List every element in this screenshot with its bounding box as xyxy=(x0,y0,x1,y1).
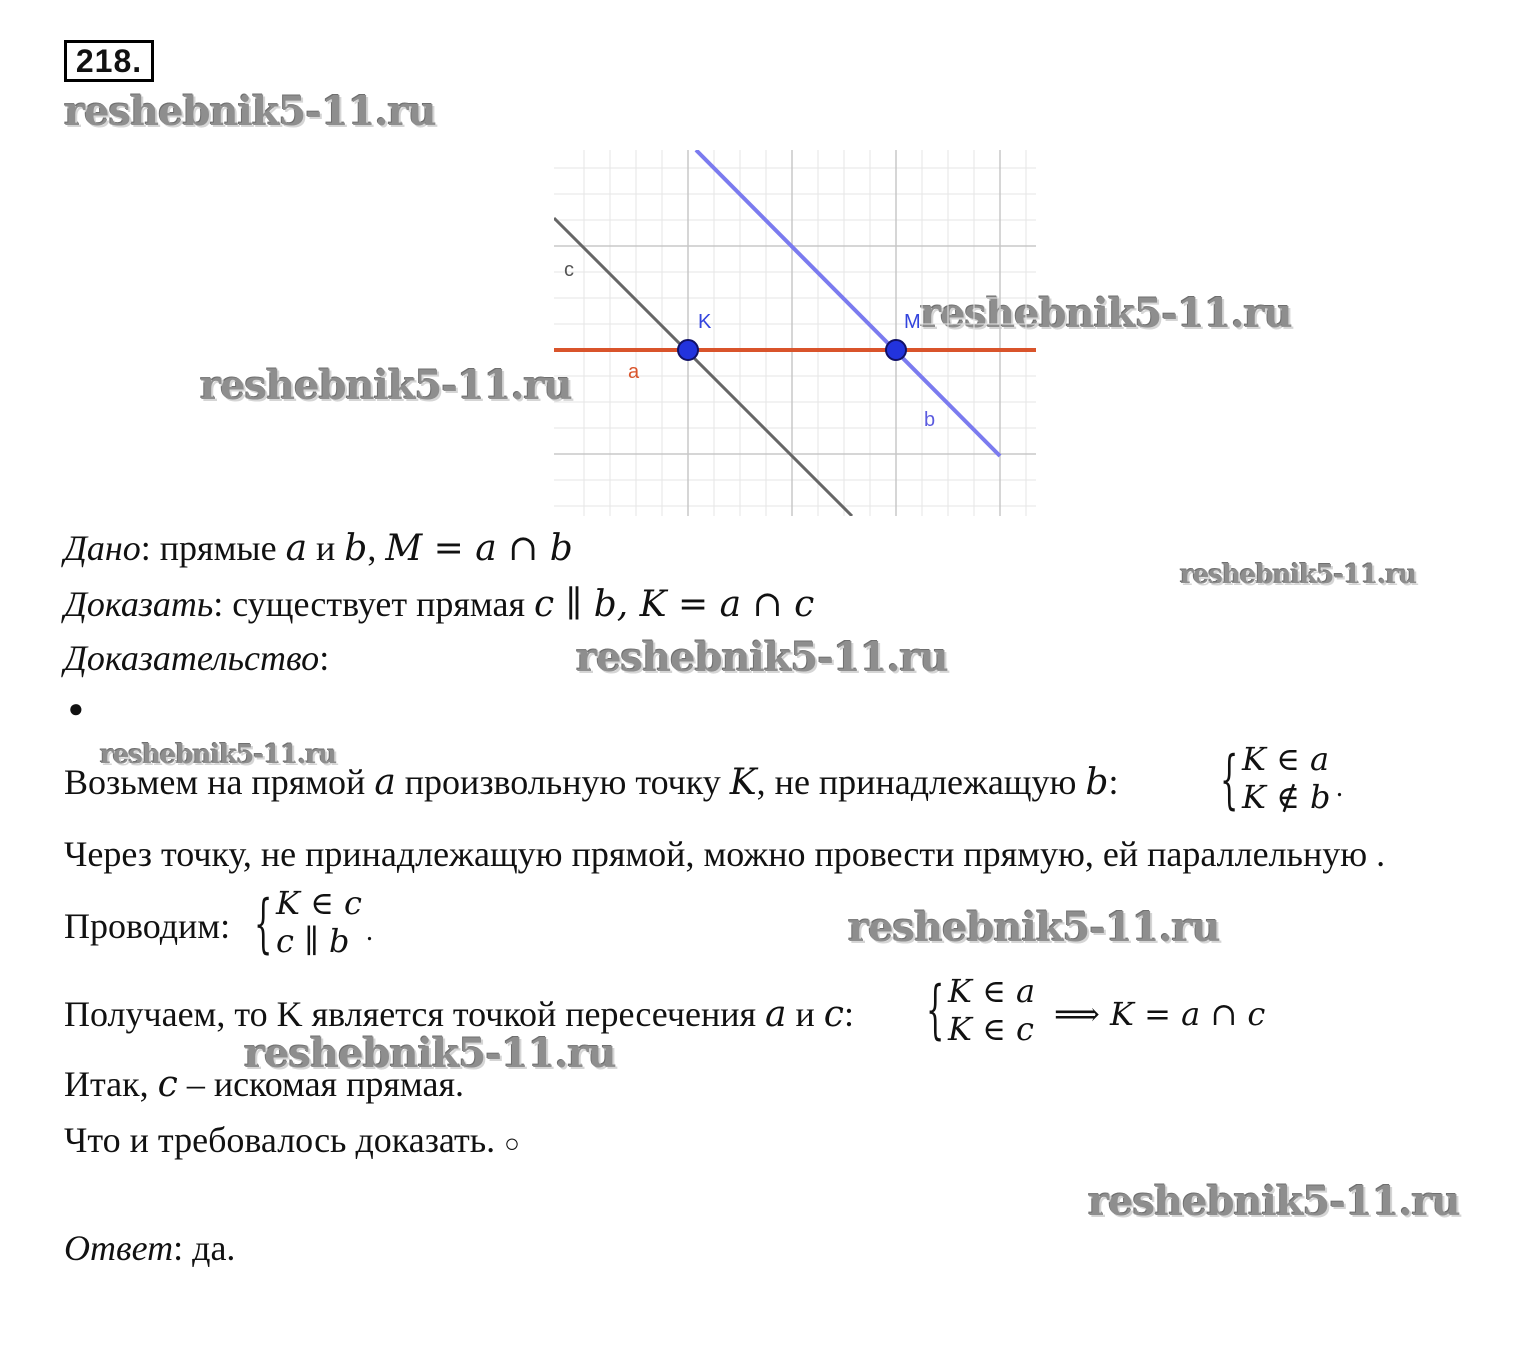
step3-system xyxy=(276,884,362,960)
step4-and: и xyxy=(786,994,824,1034)
label-a: a xyxy=(628,361,640,383)
label-m: M xyxy=(904,311,921,333)
brace: { xyxy=(1220,743,1239,817)
point-k xyxy=(678,340,698,360)
watermark: reshebnik5-11.ru xyxy=(1180,560,1417,590)
label-b: b xyxy=(924,409,936,431)
step1-text3: , не принадлежащую xyxy=(756,762,1086,802)
given-expr: M = a ∩ b xyxy=(385,528,573,569)
geometry-figure xyxy=(554,150,1036,516)
step4-c: c xyxy=(823,994,844,1035)
qed-symbol: ○ xyxy=(504,1129,520,1158)
step5-text2: – искомая прямая. xyxy=(177,1064,465,1104)
step4-a: a xyxy=(765,994,787,1035)
watermark: reshebnik5-11.ru xyxy=(1088,1178,1460,1225)
brace: { xyxy=(254,887,273,961)
step3-end: . xyxy=(366,916,373,947)
proof-line xyxy=(64,638,329,678)
step1-a: a xyxy=(374,762,396,803)
step6-line xyxy=(64,1120,520,1164)
system-row: K ∈ a xyxy=(1242,740,1330,778)
prove-text: существует прямая xyxy=(223,584,535,624)
watermark: reshebnik5-11.ru xyxy=(244,1030,616,1077)
given-text: прямые xyxy=(150,528,286,568)
step1-k: K xyxy=(729,762,757,803)
watermark: reshebnik5-11.ru xyxy=(200,362,572,409)
system-row: K ∈ a xyxy=(948,972,1036,1010)
label-c: c xyxy=(564,259,574,281)
point-m xyxy=(886,340,906,360)
brace: { xyxy=(926,973,945,1047)
watermark: reshebnik5-11.ru xyxy=(100,740,337,770)
line-b xyxy=(696,150,1000,456)
step1-line xyxy=(64,762,1118,803)
step5-text1: Итак, xyxy=(64,1064,158,1104)
given-b: b xyxy=(344,528,368,569)
step1-text2: произвольную точку xyxy=(395,762,730,802)
step1-system xyxy=(1242,740,1330,816)
given-and: и xyxy=(307,528,345,568)
bullet: ● xyxy=(68,694,84,723)
step1-end: . xyxy=(1336,772,1343,803)
step4-colon: : xyxy=(843,994,854,1034)
step4-line xyxy=(64,994,854,1035)
proof-colon: : xyxy=(319,638,330,678)
step6-text: Что и требовалось доказать. xyxy=(64,1120,496,1160)
step1-b: b xyxy=(1085,762,1109,803)
system-row: K ∈ c xyxy=(948,1010,1034,1048)
given-label: Дано xyxy=(64,528,141,568)
step1-colon: : xyxy=(1108,762,1119,802)
label-k: K xyxy=(698,311,712,333)
answer-line xyxy=(64,1228,235,1268)
watermark: reshebnik5-11.ru xyxy=(576,634,948,681)
prove-line xyxy=(64,584,814,625)
answer-label: Ответ xyxy=(64,1228,174,1268)
answer-text: да. xyxy=(183,1228,236,1268)
given-a: a xyxy=(285,528,308,569)
watermark: reshebnik5-11.ru xyxy=(64,88,436,135)
given-colon: : xyxy=(140,528,151,568)
step4-text1: Получаем, то K является точкой пересечения xyxy=(64,994,766,1034)
problem-number: 218. xyxy=(64,40,154,82)
step1-text1: Возьмем на прямой xyxy=(64,762,375,802)
watermark: reshebnik5-11.ru xyxy=(848,904,1220,951)
system-row: c ∥ b xyxy=(276,922,350,960)
step4-system xyxy=(948,972,1035,1048)
step2-line: Через точку, не принадлежащую прямой, можно провести прямую, ей параллельную . xyxy=(64,834,1386,874)
prove-label: Доказать xyxy=(64,584,214,624)
answer-colon: : xyxy=(173,1228,184,1268)
given-comma: , xyxy=(367,528,386,568)
proof-label: Доказательство xyxy=(64,638,320,678)
step5-c: c xyxy=(157,1064,178,1105)
system-row: K ∉ b xyxy=(1242,778,1331,816)
given-line xyxy=(64,528,573,569)
prove-colon: : xyxy=(213,584,224,624)
system-row: K ∈ c xyxy=(276,884,362,922)
step4-implies: ⟹ K = a ∩ c xyxy=(1054,995,1266,1033)
step3-label: Проводим: xyxy=(64,906,231,946)
watermark: reshebnik5-11.ru xyxy=(920,290,1292,337)
step5-line xyxy=(64,1064,464,1105)
prove-expr: c ∥ b, K = a ∩ c xyxy=(534,584,815,625)
